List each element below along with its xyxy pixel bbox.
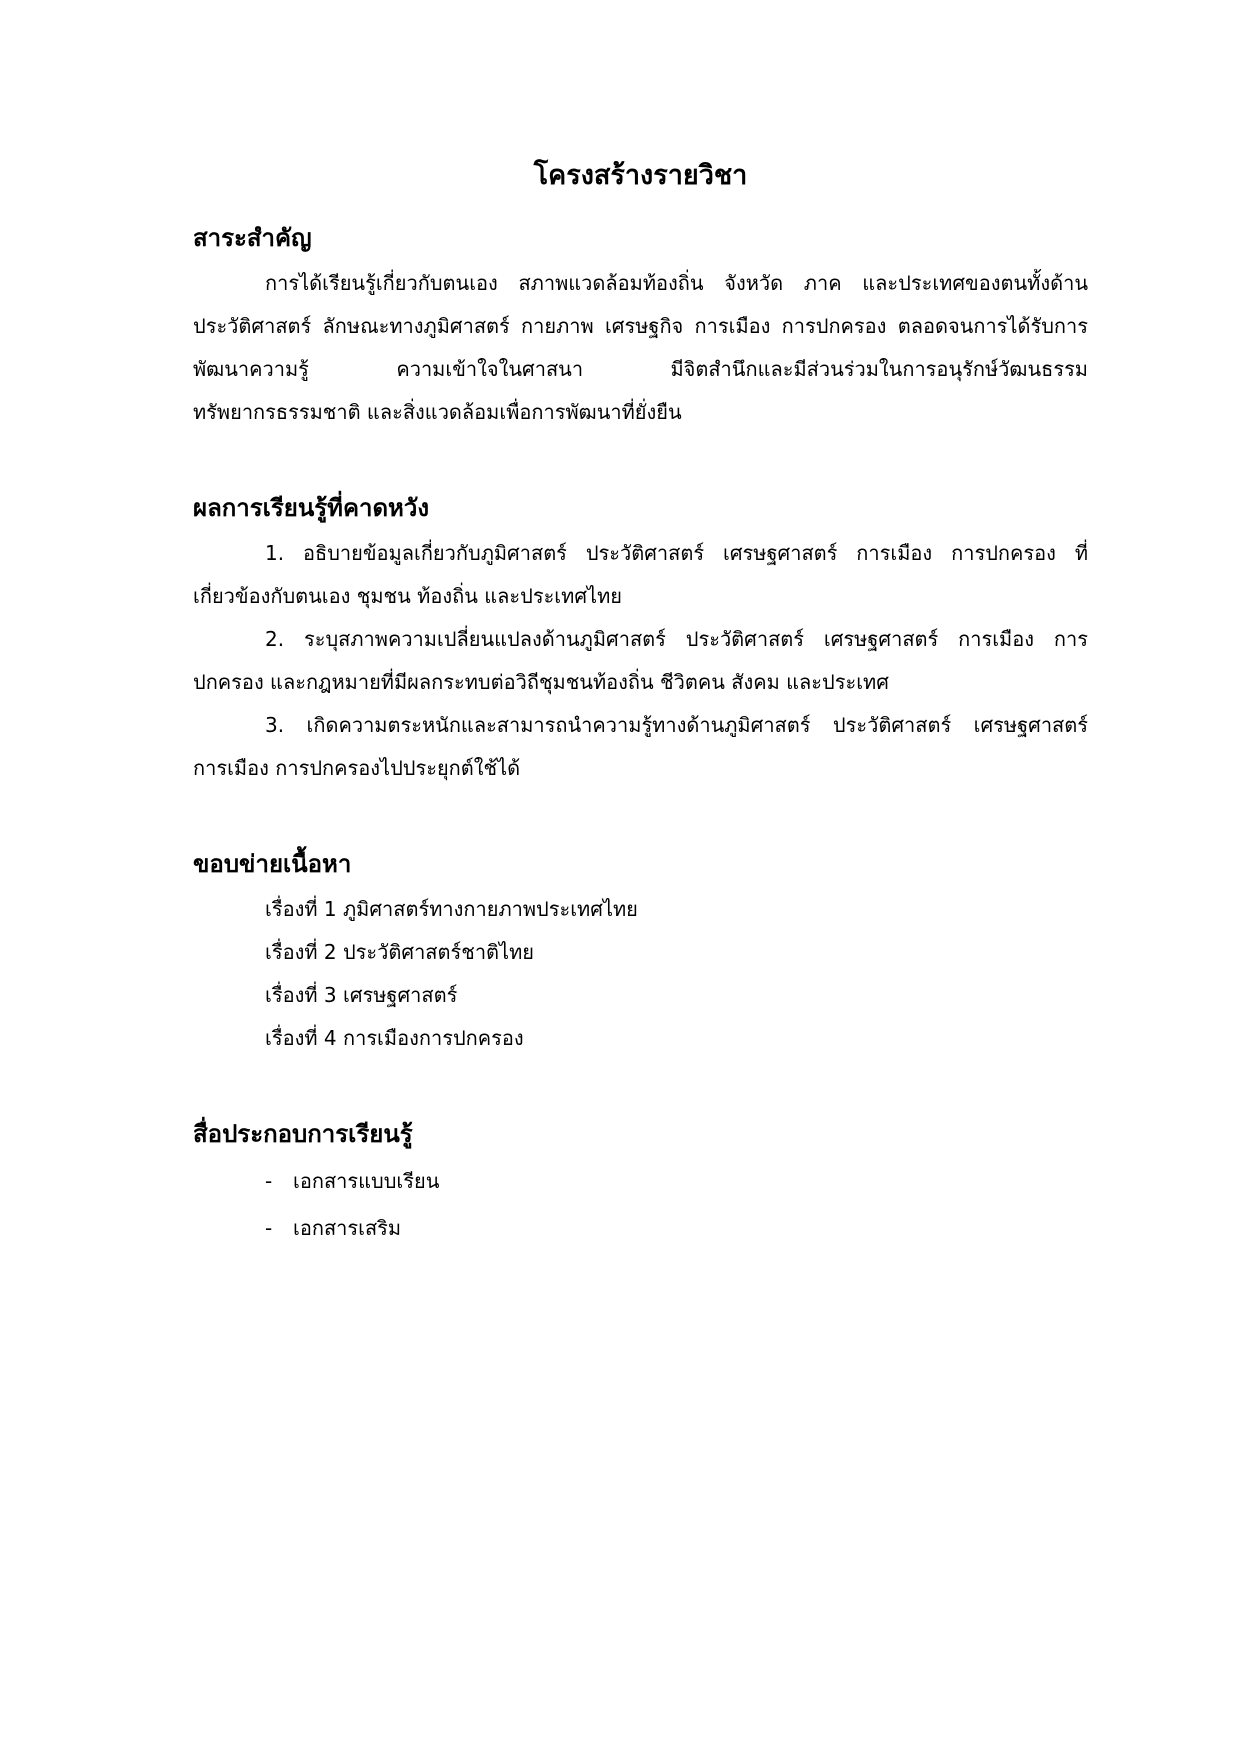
essence-heading: สาระสำคัญ — [193, 224, 312, 252]
scope-item-3: เรื่องที่ 3 เศรษฐศาสตร์ — [265, 983, 458, 1007]
scope-item-1: เรื่องที่ 1 ภูมิศาสตร์ทางกายภาพประเทศไทย — [265, 897, 638, 921]
outcome-item-3: 3. เกิดความตระหนักและสามารถนำความรู้ทางด้านภูมิศาสตร์ ประวัติศาสตร์ เศรษฐศาสตร์ การเมือง การปกครองไปประยุกต์ใช้ได้ — [193, 713, 1088, 780]
media-section — [193, 1114, 1088, 1252]
essence-paragraph: การได้เรียนรู้เกี่ยวกับตนเอง สภาพแวดล้อมท้องถิ่น จังหวัด ภาค และประเทศของตนทั้งด้านประวัติศาสตร์ ลักษณะทางภูมิศาสตร์ กายภาพ เศรษฐกิจ การเมือง การปกครอง ตลอดจนการได้รับการพัฒนาความรู้ ความเข้าใจในศาสนา มีจิตสำนึกและมีส่วนร่วมในการอนุรักษ์วัฒนธรรม ทรัพยากรธรรมชาติ และสิ่งแวดล้อมเพื่อการพัฒนาที่ยั่งยืน — [193, 271, 1088, 424]
scope-item-4: เรื่องที่ 4 การเมืองการปกครอง — [265, 1026, 524, 1050]
scope-list — [193, 888, 1088, 1060]
media-heading: สื่อประกอบการเรียนรู้ — [193, 1120, 413, 1148]
media-item-label: เอกสารเสริม — [293, 1216, 402, 1240]
media-item-1 — [265, 1158, 1088, 1205]
outcomes-section — [193, 488, 1088, 790]
document-title: โครงสร้างรายวิชา — [533, 160, 748, 191]
list-bullet: - — [265, 1216, 273, 1240]
media-item-label: เอกสารแบบเรียน — [293, 1169, 440, 1193]
essence-section — [193, 218, 1088, 434]
list-bullet: - — [265, 1169, 273, 1193]
media-list — [193, 1158, 1088, 1252]
outcome-item-1: 1. อธิบายข้อมูลเกี่ยวกับภูมิศาสตร์ ประวัติศาสตร์ เศรษฐศาสตร์ การเมือง การปกครอง ที่เกี่ยวข้องกับตนเอง ชุมชน ท้องถิ่น และประเทศไทย — [193, 541, 1088, 608]
scope-heading: ขอบข่ายเนื้อหา — [193, 850, 352, 878]
scope-section — [193, 844, 1088, 1060]
scope-item-2: เรื่องที่ 2 ประวัติศาสตร์ชาติไทย — [265, 940, 534, 964]
outcome-item-2: 2. ระบุสภาพความเปลี่ยนแปลงด้านภูมิศาสตร์ ประวัติศาสตร์ เศรษฐศาสตร์ การเมือง การปกครอง และกฎหมายที่มีผลกระทบต่อวิถีชุมชนท้องถิ่น ชีวิตคน สังคม และประเทศ — [193, 627, 1088, 694]
document-content — [193, 156, 1088, 1306]
media-item-2 — [265, 1205, 1088, 1252]
outcomes-heading: ผลการเรียนรู้ที่คาดหวัง — [193, 494, 430, 522]
